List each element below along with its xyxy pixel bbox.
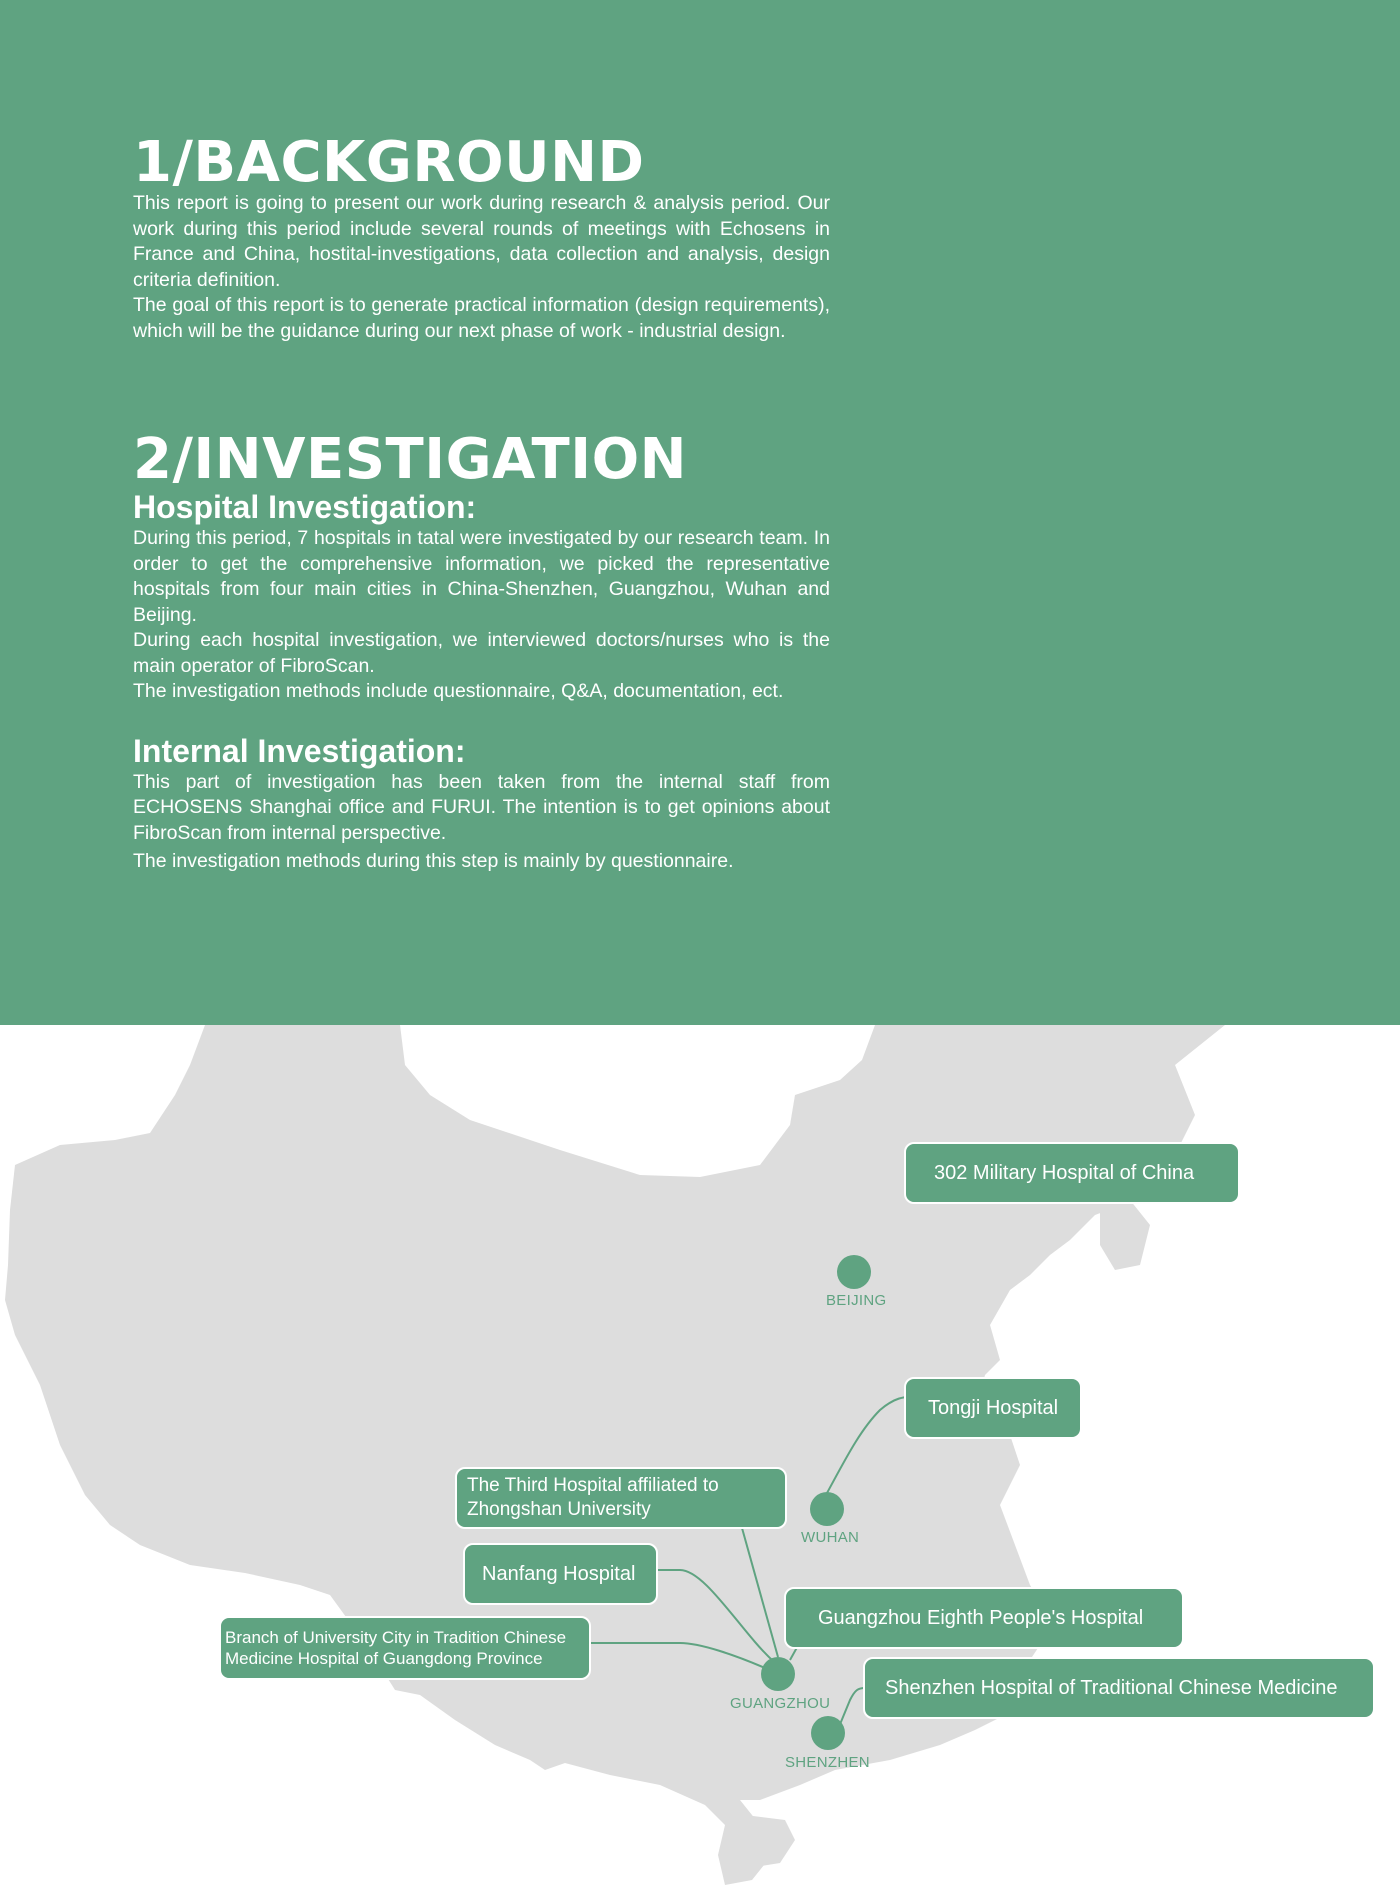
- background-heading: 1/BACKGROUND: [133, 130, 645, 195]
- hospital-paragraph-1: During this period, 7 hospitals in tatal were investigated by our research team. In order to get the comprehensive information, we picked the representative hospitals from four main cities in China-Shenzhen, Guangzhou, Wuhan and Beijing.: [133, 527, 830, 626]
- callout-third-hospital-zhongshan-text: The Third Hospital affiliated to Zhongshan University: [467, 1475, 719, 1520]
- callout-nanfang-hospital-text: Nanfang Hospital: [482, 1562, 636, 1585]
- hospital-investigation-heading: Hospital Investigation:: [133, 489, 477, 525]
- shenzhen-dot[interactable]: [811, 1716, 845, 1750]
- callout-shenzhen-tcm-hospital-text: Shenzhen Hospital of Traditional Chinese Medicine: [885, 1676, 1338, 1699]
- callout-university-city-tcm[interactable]: [219, 1616, 591, 1680]
- background-section: [133, 130, 830, 344]
- callout-university-city-tcm-text: Branch of University City in Tradition Chinese Medicine Hospital of Guangdong Province: [225, 1628, 567, 1668]
- callout-302-military-hospital[interactable]: [904, 1142, 1240, 1204]
- wuhan-label: WUHAN: [801, 1529, 860, 1546]
- internal-paragraph-2: The investigation methods during this step is mainly by questionnaire.: [133, 850, 734, 872]
- background-paragraph-1: This report is going to present our work during research & analysis period. Our work during this period include several rounds of meetings with Echosens in France and China, hostital-investigations, data collection and analysis, design criteria definition.: [133, 192, 830, 291]
- guangzhou-dot[interactable]: [761, 1657, 795, 1691]
- investigation-heading: 2/INVESTIGATION: [133, 427, 688, 492]
- callout-tongji-hospital[interactable]: [904, 1377, 1082, 1439]
- hospital-paragraph-2: During each hospital investigation, we interviewed doctors/nurses who is the main operator of FibroScan.: [133, 629, 830, 677]
- korea-peninsula-shape: [1100, 1200, 1150, 1270]
- hospital-paragraph-3: The investigation methods include questionnaire, Q&A, documentation, ect.: [133, 680, 784, 702]
- beijing-label: BEIJING: [826, 1292, 887, 1309]
- internal-investigation-heading: Internal Investigation:: [133, 732, 466, 769]
- callout-third-hospital-zhongshan[interactable]: [455, 1467, 787, 1529]
- callout-guangzhou-eighth-hospital[interactable]: [784, 1587, 1184, 1649]
- internal-paragraph-1: This part of investigation has been taken from the internal staff from ECHOSENS Shanghai office and FURUI. The intention is to get opinions about FibroScan from internal perspective.: [133, 770, 830, 844]
- callout-302-military-hospital-text: 302 Military Hospital of China: [934, 1161, 1195, 1184]
- china-map-section: [0, 1025, 1400, 1900]
- background-paragraph-2: The goal of this report is to generate practical information (design requirements), which will be the guidance during our next phase of work - industrial design.: [133, 294, 830, 342]
- beijing-dot[interactable]: [837, 1255, 871, 1289]
- callout-shenzhen-tcm-hospital[interactable]: [863, 1657, 1375, 1719]
- callout-nanfang-hospital[interactable]: [463, 1543, 658, 1605]
- wuhan-dot[interactable]: [810, 1492, 844, 1526]
- shenzhen-label: SHENZHEN: [785, 1754, 870, 1771]
- guangzhou-label: GUANGZHOU: [730, 1695, 831, 1712]
- callout-guangzhou-eighth-hospital-text: Guangzhou Eighth People's Hospital: [818, 1606, 1144, 1629]
- callout-tongji-hospital-text: Tongji Hospital: [928, 1396, 1059, 1419]
- investigation-section: [133, 427, 830, 875]
